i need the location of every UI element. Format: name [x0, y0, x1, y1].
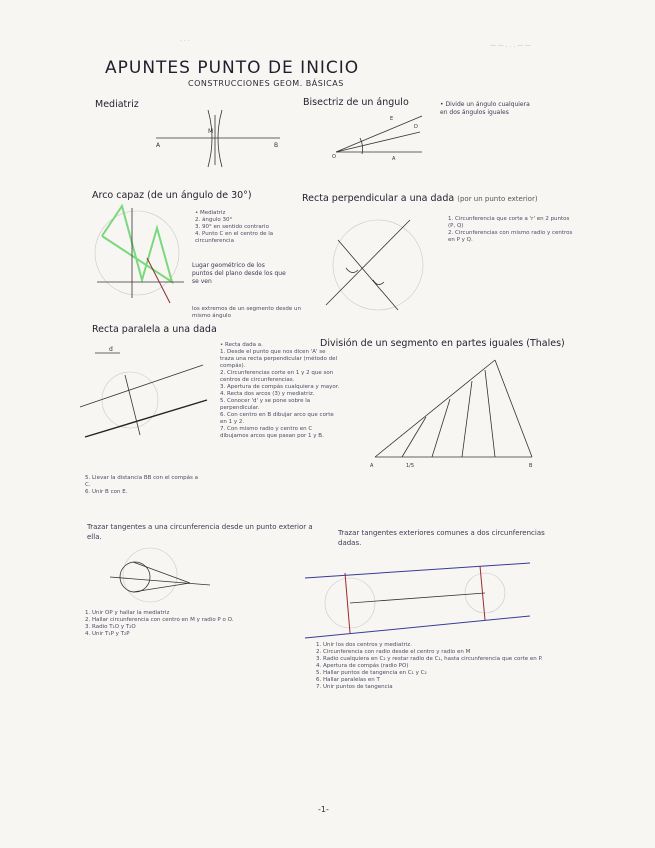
- arco-capaz-note1: Lugar geométrico de los puntos del plano desde los que se ven: [192, 262, 286, 285]
- bisectriz-heading: Bisectriz de un ángulo: [303, 97, 409, 108]
- mediatriz-label-b: B: [274, 142, 279, 149]
- perpendicular-heading-text: Recta perpendicular a una dada: [302, 193, 455, 204]
- header-scribble: ...: [180, 36, 192, 43]
- paralela-heading: Recta paralela a una dada: [92, 324, 217, 335]
- bisectriz-label-a: A: [392, 156, 396, 162]
- tangentes-exteriores-diagram: [300, 558, 535, 643]
- thales-label-mid: 1/5: [406, 463, 415, 469]
- tangentes-exteriores-steps: 1. Unir los dos centros y mediatriz. 2. Circunferencia con radio desde el centro y radio en M 3. Radio cualquiera en C₂ y restar radio de C₁, hasta circunferencia que corte en P. 4. Apertura de compás (radio PO) 5. Hallar puntos de tangencia en C₁ y C₂ 6. Hallar paralelas en T 7. Unir puntos de tangencia: [316, 642, 543, 690]
- arco-capaz-heading: Arco capaz (de un ángulo de 30°): [92, 190, 252, 201]
- tangentes-exteriores-heading: Trazar tangentes exteriores comunes a dos circunferencias dadas.: [338, 529, 545, 547]
- perpendicular-steps: 1. Circunferencia que corte a 'r' en 2 puntos (P, Q) 2. Circunferencias con mismo radio y centros en P y Q.: [448, 216, 573, 243]
- bisectriz-diagram: [330, 108, 430, 163]
- page-subtitle: CONSTRUCCIONES GEOM. BÁSICAS: [188, 79, 344, 88]
- mediatriz-diagram: [150, 105, 290, 175]
- perpendicular-heading: [302, 193, 538, 204]
- thales-label-a: A: [370, 463, 374, 469]
- bisectriz-note: • Divide un ángulo cualquiera en dos ángulos iguales: [440, 101, 530, 116]
- bisectriz-label-d: D: [414, 124, 418, 130]
- thales-heading: División de un segmento en partes iguales (Thales): [320, 338, 565, 349]
- tangentes-punto-diagram: [105, 545, 220, 605]
- thales-diagram: [370, 355, 540, 470]
- arco-capaz-steps: • Mediatriz 2. ángulo 30° 3. 90° en sentido contrario 4. Punto C en el centro de la circunferencia: [195, 210, 274, 244]
- perpendicular-heading-note: (por un punto exterior): [457, 195, 538, 203]
- bisectriz-label-o: O: [332, 154, 336, 160]
- paralela-steps-left: 5. Llevar la distancia BB con el compás a C. 6. Unir B con E.: [85, 475, 198, 495]
- arco-capaz-diagram: [92, 198, 192, 308]
- paralela-segment-label: d: [109, 346, 113, 353]
- page-title: APUNTES PUNTO DE INICIO: [105, 58, 360, 78]
- tangentes-punto-steps: 1. Unir OP y hallar la mediatriz 2. Hallar circunferencia con centro en M y radio P o O. 3. Radio T₁O y T₂O 4. Unir T₁P y T₂P: [85, 610, 234, 637]
- mediatriz-label-a: A: [156, 142, 161, 149]
- arco-capaz-note2: los extremos de un segmento desde un mismo ángulo: [192, 306, 301, 319]
- bleed-through-text: — — . . . — —: [490, 42, 532, 49]
- paralela-diagram: [75, 345, 210, 440]
- paralela-steps: • Recta dada a. 1. Desde el punto que nos dicen 'A' se traza una recta perpendicular (método del compás). 2. Circunferencias corte en 1 y 2 que son centros de circunferencias. 3. Apertura de compás cualquiera y mayor. 4. Recta dos arcos (3) y mediatriz. 5. Conocer 'd' y se pone sobre la perpendicular. 6. Con centro en B dibujar arco que corte en 1 y 2. 7. Con mismo radio y centro en C dibujamos arcos que pasan por 1 y B.: [220, 342, 340, 439]
- mediatriz-heading: Mediatriz: [95, 99, 139, 110]
- perpendicular-diagram: [318, 210, 438, 315]
- bisectriz-label-e: E: [390, 116, 394, 122]
- mediatriz-label-m: M: [208, 128, 214, 135]
- thales-label-b: B: [529, 463, 533, 469]
- page-number: -1-: [318, 805, 329, 814]
- tangentes-punto-heading: Trazar tangentes a una circunferencia desde un punto exterior a ella.: [87, 523, 313, 541]
